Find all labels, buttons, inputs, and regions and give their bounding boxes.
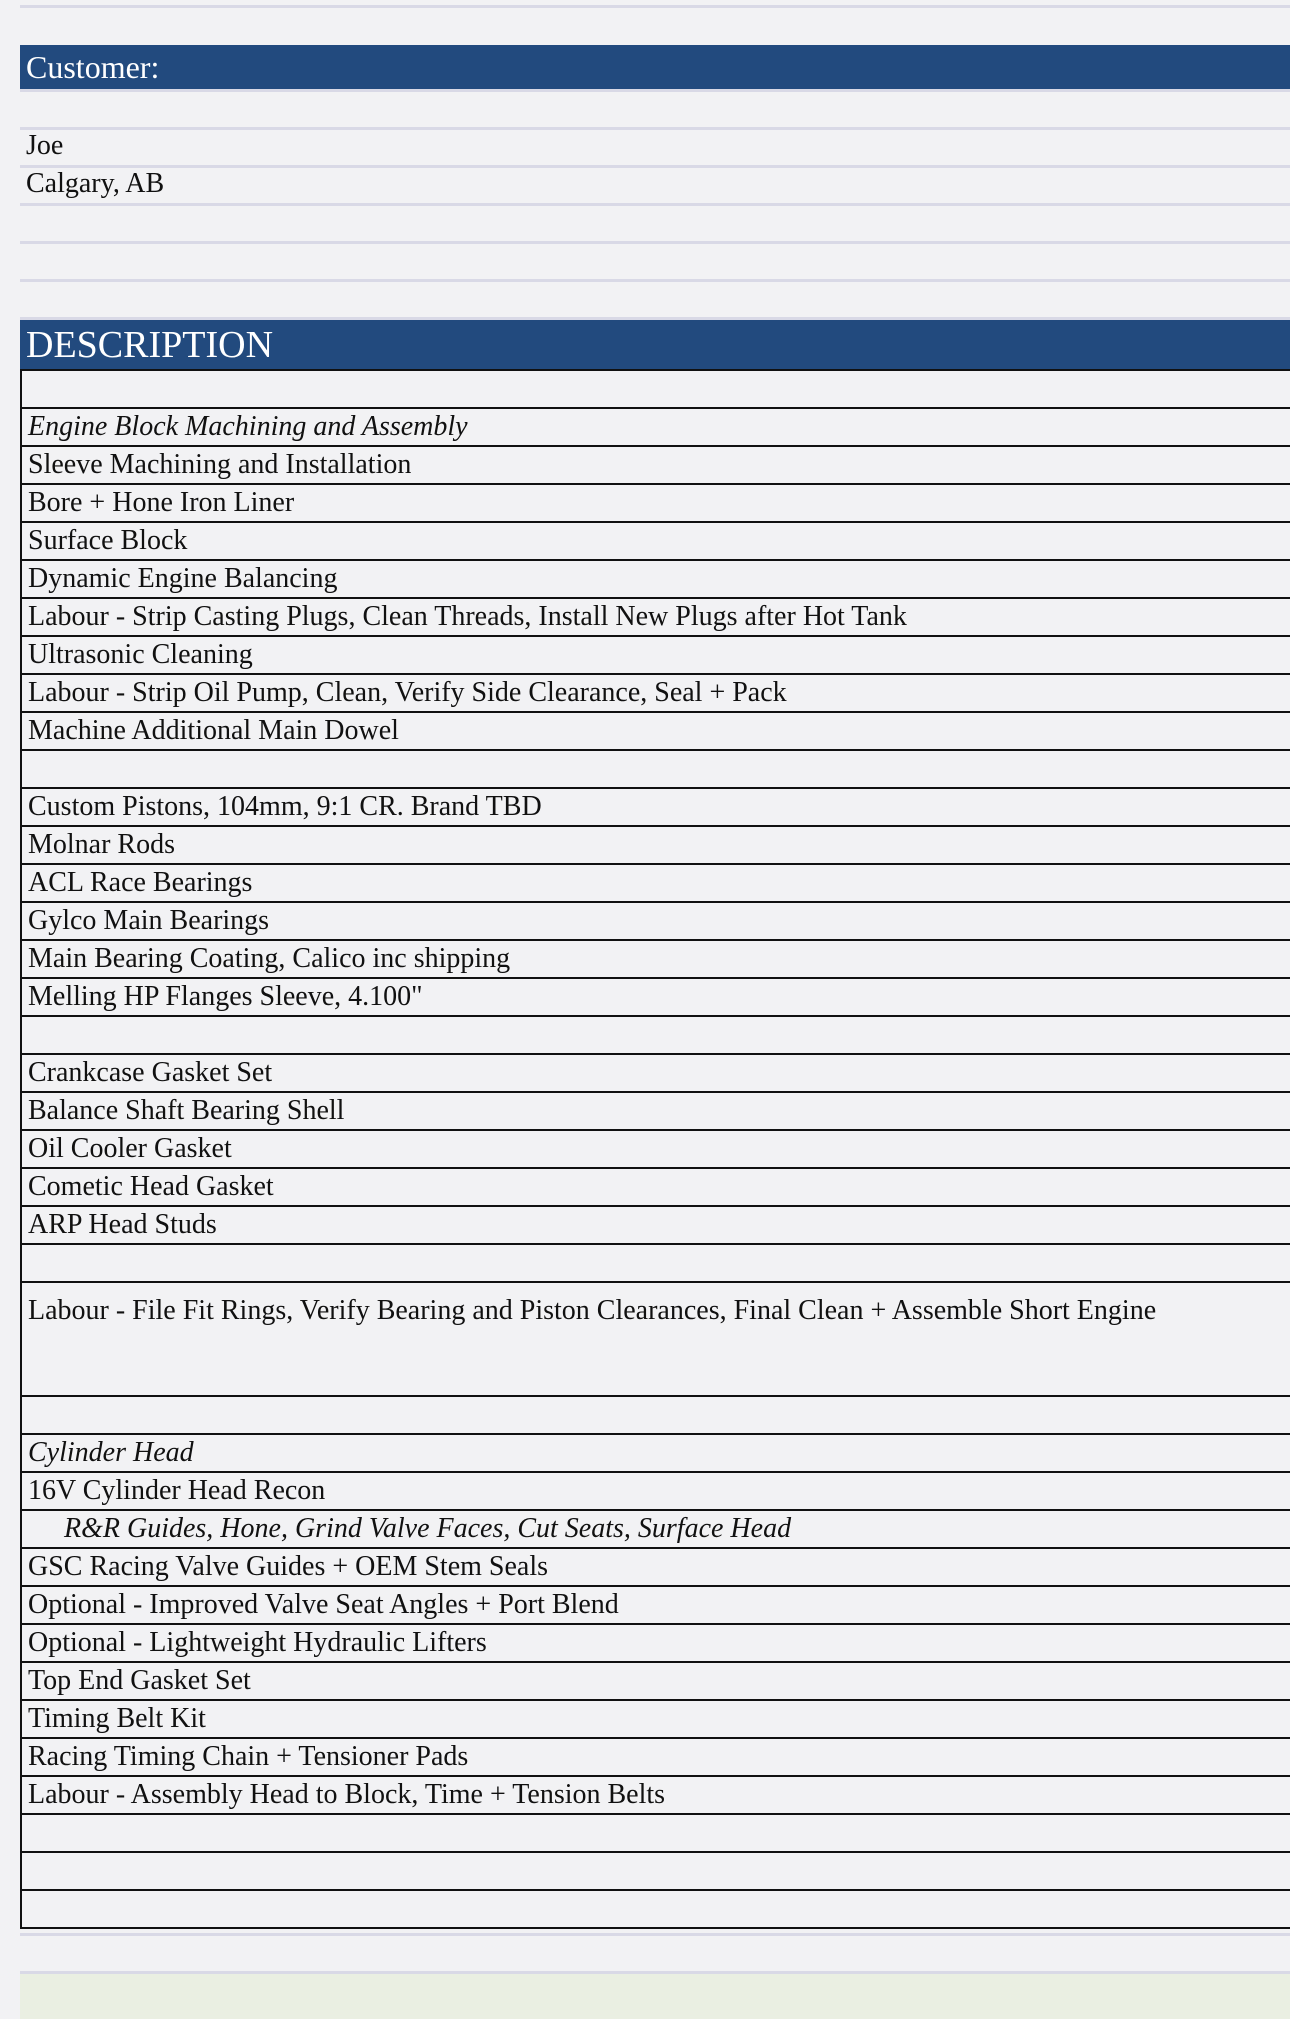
table-row-blank[interactable] xyxy=(22,1017,1290,1055)
table-row[interactable]: Molnar Rods xyxy=(22,827,1290,865)
totals-band xyxy=(20,1974,1290,2019)
table-row[interactable]: GSC Racing Valve Guides + OEM Stem Seals xyxy=(22,1549,1290,1587)
table-row[interactable]: Labour - Strip Oil Pump, Clean, Verify Side Clearance, Seal + Pack xyxy=(22,675,1290,713)
grid-line xyxy=(20,203,1290,206)
table-row[interactable]: ACL Race Bearings xyxy=(22,865,1290,903)
table-row-blank[interactable] xyxy=(22,369,1290,409)
customer-header: Customer: xyxy=(20,45,1290,89)
table-row[interactable]: Ultrasonic Cleaning xyxy=(22,637,1290,675)
table-row[interactable]: Main Bearing Coating, Calico inc shipping xyxy=(22,941,1290,979)
table-row[interactable]: Labour - File Fit Rings, Verify Bearing and Piston Clearances, Final Clean + Assemble Short Engine xyxy=(22,1283,1290,1397)
table-row[interactable]: 16V Cylinder Head Recon xyxy=(22,1473,1290,1511)
customer-name[interactable]: Joe xyxy=(26,130,64,161)
grid-line xyxy=(20,5,1290,8)
table-row[interactable]: Surface Block xyxy=(22,523,1290,561)
customer-location[interactable]: Calgary, AB xyxy=(26,168,165,199)
grid-line xyxy=(20,1933,1290,1936)
table-row-blank[interactable] xyxy=(22,1245,1290,1283)
grid-line xyxy=(20,89,1290,92)
table-row[interactable]: Sleeve Machining and Installation xyxy=(22,447,1290,485)
table-row[interactable]: Engine Block Machining and Assembly xyxy=(22,409,1290,447)
table-row[interactable]: Optional - Lightweight Hydraulic Lifters xyxy=(22,1625,1290,1663)
table-row-blank[interactable] xyxy=(22,1853,1290,1891)
table-row[interactable]: Cylinder Head xyxy=(22,1435,1290,1473)
table-row[interactable]: Oil Cooler Gasket xyxy=(22,1131,1290,1169)
table-row-blank[interactable] xyxy=(22,1815,1290,1853)
table-row[interactable]: Optional - Improved Valve Seat Angles + Port Blend xyxy=(22,1587,1290,1625)
table-row[interactable]: Custom Pistons, 104mm, 9:1 CR. Brand TBD xyxy=(22,789,1290,827)
table-row[interactable]: Labour - Strip Casting Plugs, Clean Threads, Install New Plugs after Hot Tank xyxy=(22,599,1290,637)
grid-line xyxy=(20,127,1290,130)
table-row-blank[interactable] xyxy=(22,751,1290,789)
table-row[interactable]: Crankcase Gasket Set xyxy=(22,1055,1290,1093)
table-row[interactable]: ARP Head Studs xyxy=(22,1207,1290,1245)
table-row[interactable]: Bore + Hone Iron Liner xyxy=(22,485,1290,523)
table-row[interactable]: Top End Gasket Set xyxy=(22,1663,1290,1701)
grid-line xyxy=(20,165,1290,168)
table-row[interactable]: R&R Guides, Hone, Grind Valve Faces, Cut Seats, Surface Head xyxy=(22,1511,1290,1549)
table-row[interactable]: Labour - Assembly Head to Block, Time + Tension Belts xyxy=(22,1777,1290,1815)
grid-line xyxy=(20,241,1290,244)
description-header: DESCRIPTION xyxy=(20,320,1290,369)
table-row[interactable]: Dynamic Engine Balancing xyxy=(22,561,1290,599)
description-table xyxy=(20,369,1290,1929)
table-row[interactable]: Gylco Main Bearings xyxy=(22,903,1290,941)
grid-line xyxy=(20,279,1290,282)
table-row[interactable]: Racing Timing Chain + Tensioner Pads xyxy=(22,1739,1290,1777)
table-row[interactable]: Balance Shaft Bearing Shell xyxy=(22,1093,1290,1131)
table-row[interactable]: Melling HP Flanges Sleeve, 4.100" xyxy=(22,979,1290,1017)
table-row-blank[interactable] xyxy=(22,1397,1290,1435)
table-row[interactable]: Machine Additional Main Dowel xyxy=(22,713,1290,751)
table-row[interactable]: Cometic Head Gasket xyxy=(22,1169,1290,1207)
table-row[interactable]: Timing Belt Kit xyxy=(22,1701,1290,1739)
table-row-blank[interactable] xyxy=(22,1891,1290,1929)
